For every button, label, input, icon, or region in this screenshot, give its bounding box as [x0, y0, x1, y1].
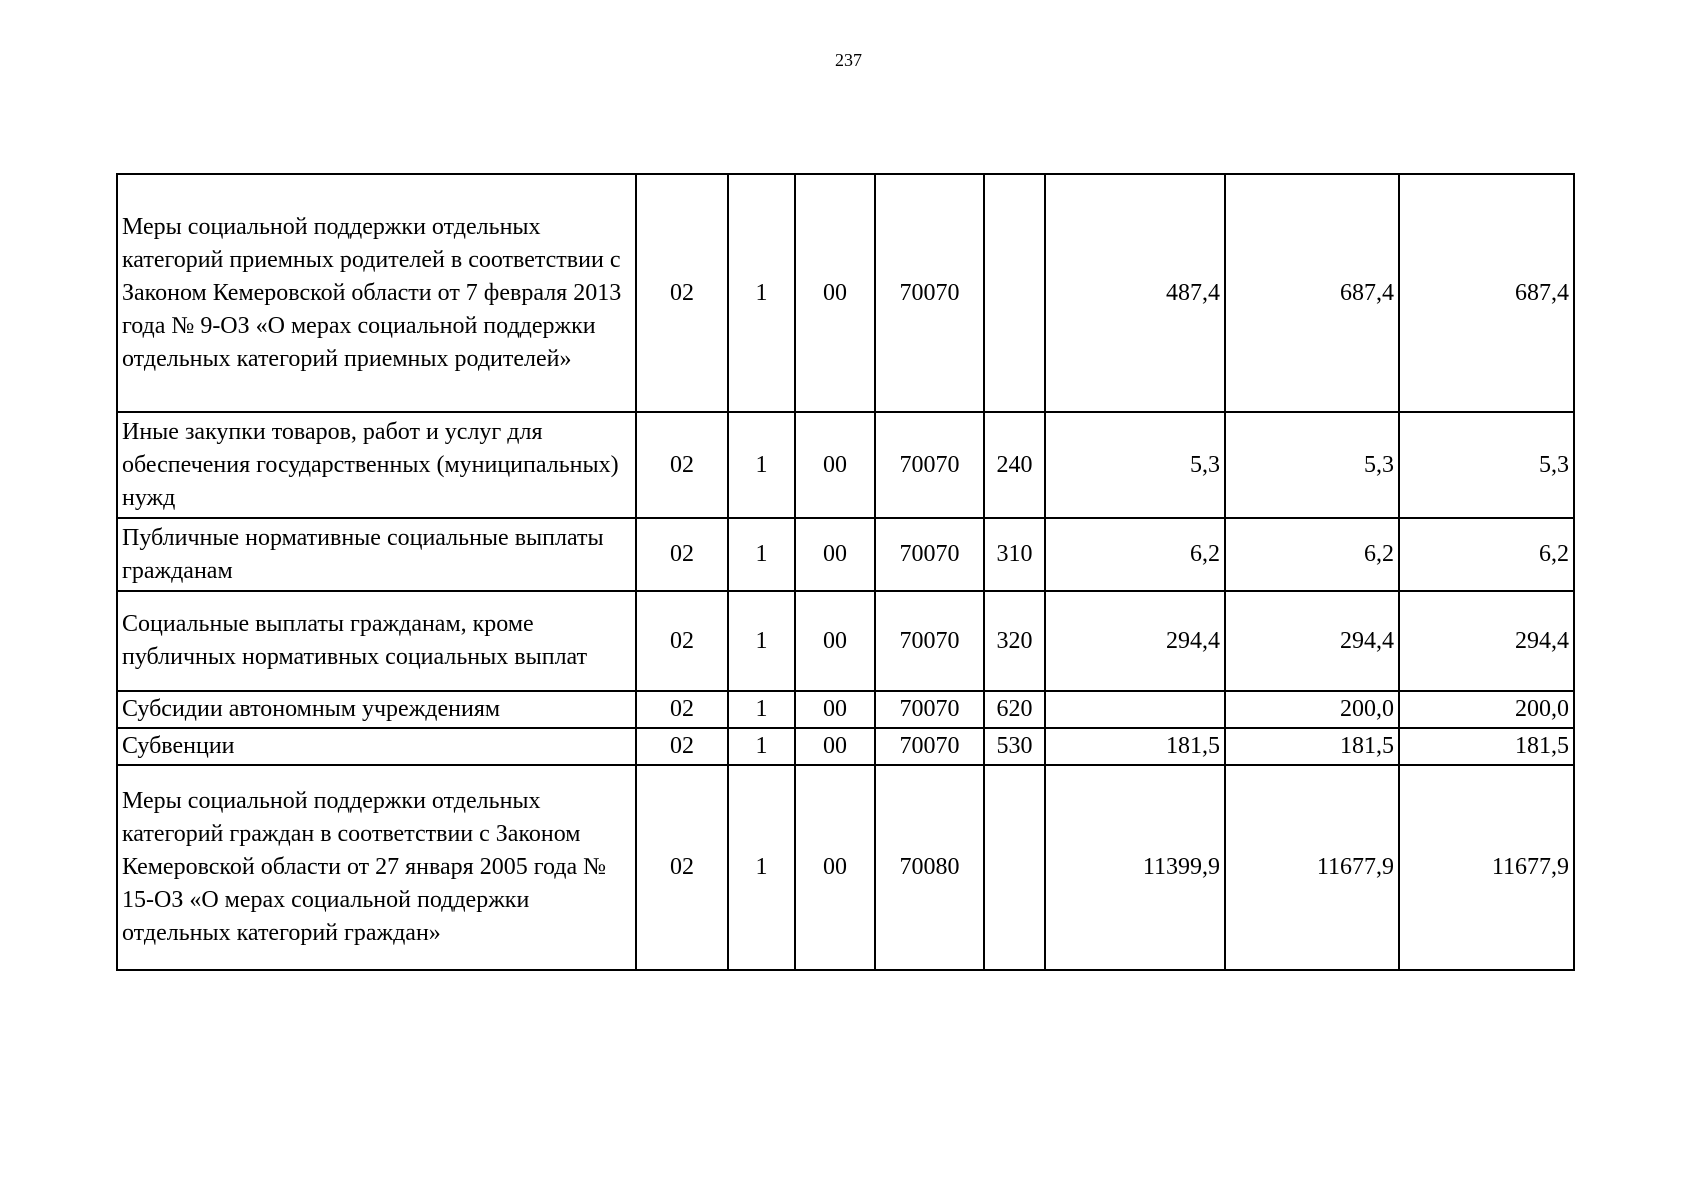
amount-2: 181,5	[1225, 728, 1399, 765]
amount-3: 294,4	[1399, 591, 1574, 691]
code-direction: 70080	[875, 765, 984, 970]
code-section: 02	[636, 174, 728, 412]
code-expense-type: 530	[984, 728, 1045, 765]
table-row	[117, 412, 1574, 518]
row-description: Меры социальной поддержки отдельных категорий граждан в соответствии с Законом Кемеровской области от 27 января 2005 года № 15-ОЗ «О мерах социальной поддержки отдельных категорий граждан»	[117, 765, 636, 970]
table-row	[117, 591, 1574, 691]
code-direction: 70070	[875, 174, 984, 412]
code-expense-type: 240	[984, 412, 1045, 518]
code-subprogram: 1	[728, 728, 795, 765]
amount-1	[1045, 691, 1225, 728]
code-expense-type: 320	[984, 591, 1045, 691]
row-description: Публичные нормативные социальные выплаты гражданам	[117, 518, 636, 591]
page-number: 237	[835, 50, 862, 70]
code-section: 02	[636, 728, 728, 765]
code-direction: 70070	[875, 728, 984, 765]
code-direction: 70070	[875, 518, 984, 591]
amount-1: 294,4	[1045, 591, 1225, 691]
code-subprogram: 1	[728, 518, 795, 591]
row-description: Меры социальной поддержки отдельных категорий приемных родителей в соответствии с Законом Кемеровской области от 7 февраля 2013 года № 9-ОЗ «О мерах социальной поддержки отдельных категорий приемных родителей»	[117, 174, 636, 412]
amount-3: 5,3	[1399, 412, 1574, 518]
code-section: 02	[636, 591, 728, 691]
amount-2: 6,2	[1225, 518, 1399, 591]
code-main-event: 00	[795, 412, 875, 518]
code-subprogram: 1	[728, 691, 795, 728]
amount-1: 181,5	[1045, 728, 1225, 765]
amount-1: 6,2	[1045, 518, 1225, 591]
code-direction: 70070	[875, 412, 984, 518]
amount-2: 11677,9	[1225, 765, 1399, 970]
amount-2: 200,0	[1225, 691, 1399, 728]
row-description: Социальные выплаты гражданам, кроме публичных нормативных социальных выплат	[117, 591, 636, 691]
code-section: 02	[636, 518, 728, 591]
code-expense-type	[984, 174, 1045, 412]
code-subprogram: 1	[728, 174, 795, 412]
code-subprogram: 1	[728, 591, 795, 691]
code-section: 02	[636, 765, 728, 970]
amount-2: 5,3	[1225, 412, 1399, 518]
table-row	[117, 174, 1574, 412]
code-main-event: 00	[795, 728, 875, 765]
code-expense-type	[984, 765, 1045, 970]
amount-2: 687,4	[1225, 174, 1399, 412]
amount-1: 11399,9	[1045, 765, 1225, 970]
amount-3: 687,4	[1399, 174, 1574, 412]
table-row	[117, 691, 1574, 728]
code-subprogram: 1	[728, 412, 795, 518]
row-description: Иные закупки товаров, работ и услуг для обеспечения государственных (муниципальных) нужд	[117, 412, 636, 518]
code-main-event: 00	[795, 765, 875, 970]
code-main-event: 00	[795, 691, 875, 728]
code-direction: 70070	[875, 691, 984, 728]
amount-3: 11677,9	[1399, 765, 1574, 970]
table-row	[117, 728, 1574, 765]
budget-table	[116, 173, 1575, 971]
code-expense-type: 620	[984, 691, 1045, 728]
code-section: 02	[636, 412, 728, 518]
table-row	[117, 518, 1574, 591]
row-description: Субвенции	[117, 728, 636, 765]
amount-2: 294,4	[1225, 591, 1399, 691]
amount-3: 6,2	[1399, 518, 1574, 591]
row-description: Субсидии автономным учреждениям	[117, 691, 636, 728]
code-main-event: 00	[795, 174, 875, 412]
amount-1: 5,3	[1045, 412, 1225, 518]
code-main-event: 00	[795, 518, 875, 591]
code-expense-type: 310	[984, 518, 1045, 591]
amount-3: 200,0	[1399, 691, 1574, 728]
table-row	[117, 765, 1574, 970]
code-direction: 70070	[875, 591, 984, 691]
code-main-event: 00	[795, 591, 875, 691]
code-section: 02	[636, 691, 728, 728]
amount-1: 487,4	[1045, 174, 1225, 412]
amount-3: 181,5	[1399, 728, 1574, 765]
code-subprogram: 1	[728, 765, 795, 970]
